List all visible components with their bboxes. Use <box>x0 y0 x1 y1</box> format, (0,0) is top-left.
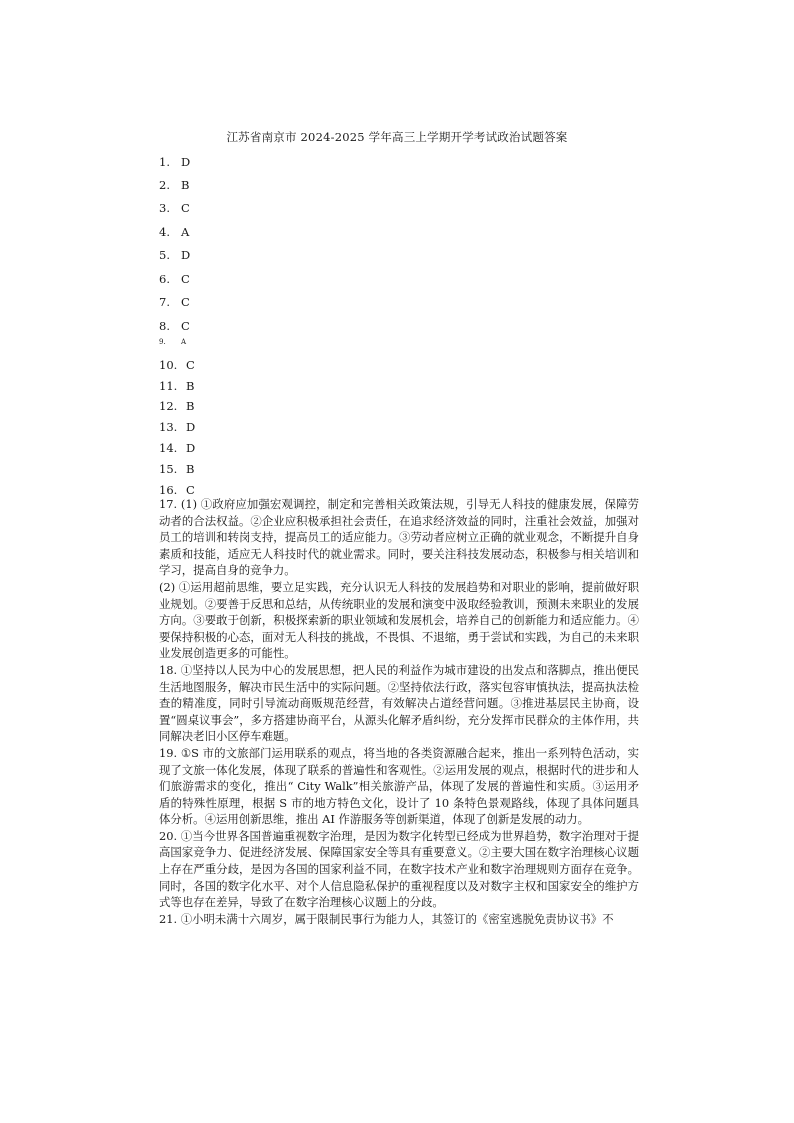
answer-line <box>159 248 190 262</box>
question-number: 15. <box>159 462 178 476</box>
question-number: 16. <box>159 483 178 497</box>
question-number: 11. <box>159 379 178 393</box>
answer-letter: C <box>186 358 195 372</box>
answer-letter: D <box>181 248 191 262</box>
answer-paragraph-20: 20. ①当今世界各国普遍重视数字治理，是因为数字化转型已经成为世界趋势，数字治理对于提高国家竞争力、促进经济发展、保障国家安全等具有重要意义。②主要大国在数字治理核心议题上存在严重分歧，是因为各国的国家利益不同，在数字技术产业和数字治理规则方面存在竞争。同时，各国的数字化水平、对个人信息隐私保护的重视程度以及对数字主权和国家安全的维护方式等也存在差异，导致了在数字治理核心议题上的分歧。 <box>159 828 639 910</box>
answer-letter: C <box>181 272 190 286</box>
answer-line <box>159 338 186 346</box>
answer-letter: B <box>186 379 195 393</box>
answer-paragraph-21: 21. ①小明未满十六周岁，属于限制民事行为能力人，其签订的《密室逃脱免责协议书》不 <box>159 911 614 926</box>
answer-letter: D <box>186 420 196 434</box>
answer-letter: C <box>186 483 195 497</box>
answer-paragraph-19: 19. ①S 市的文旅部门运用联系的观点，将当地的各类资源融合起来，推出一系列特色活动，实现了文旅一体化发展，体现了联系的普遍性和客观性。②运用发展的观点，根据时代的进步和人们旅游需求的变化，推出“ City Walk”相关旅游产品，体现了发展的普遍性和实质。③运用矛盾的特殊性原理，根据 S 市的地方特色文化，设计了 10 条特色景观路线，体现了具体问题具体分析。④运用创新思维，推出 AI 作游服务等创新渠道，体现了创新是发展的动力。 <box>159 745 639 827</box>
question-number: 3. <box>159 201 170 215</box>
answer-paragraph-17-2: (2) ①运用超前思维，要立足实践，充分认识无人科技的发展趋势和对职业的影响，提前做好职业规划。②要善于反思和总结，从传统职业的发展和演变中汲取经验教训，预测未来职业的发展方向。③要敢于创新，积极探索新的职业领域和发展机会，培养自己的创新能力和适应能力。④要保持积极的心态，面对无人科技的挑战，不畏惧、不退缩，勇于尝试和实践，为自己的未来职业发展创造更多的可能性。 <box>159 579 639 661</box>
question-number: 14. <box>159 441 178 455</box>
answer-letter: B <box>181 178 190 192</box>
answer-line <box>159 178 189 192</box>
question-number: 7. <box>159 295 170 309</box>
question-number: 1. <box>159 155 170 169</box>
answer-letter: D <box>181 155 191 169</box>
answer-letter: A <box>181 338 187 346</box>
answer-paragraph-18: 18. ①坚持以人民为中心的发展思想，把人民的利益作为城市建设的出发点和落脚点，推出便民生活地图服务，解决市民生活中的实际问题。②坚持依法行政，落实包容审慎执法，提高执法检查的精准度，同时引导流动商贩规范经营，有效解决占道经营问题。③推进基层民主协商，设置“圆桌议事会”，多方搭建协商平台，从源头化解矛盾纠纷，充分发挥市民群众的主体作用，共同解决老旧小区停车难题。 <box>159 662 639 744</box>
answer-line <box>159 201 190 215</box>
question-number: 9. <box>159 338 166 346</box>
answer-line <box>159 441 195 455</box>
answer-line <box>159 462 194 476</box>
answer-line <box>159 272 190 286</box>
question-number: 8. <box>159 319 170 333</box>
answer-line <box>159 483 195 497</box>
question-number: 4. <box>159 225 170 239</box>
question-number: 13. <box>159 420 178 434</box>
answer-line <box>159 358 195 372</box>
question-number: 5. <box>159 248 170 262</box>
answer-line <box>159 319 190 333</box>
answer-line <box>159 295 190 309</box>
question-number: 12. <box>159 399 178 413</box>
answer-letter: C <box>181 201 190 215</box>
answer-letter: B <box>186 399 195 413</box>
answer-line <box>159 420 195 434</box>
answer-line <box>159 155 190 169</box>
answer-letter: D <box>186 441 196 455</box>
page-title: 江苏省南京市 2024-2025 学年高三上学期开学考试政治试题答案 <box>226 130 568 144</box>
answer-body <box>159 496 639 927</box>
answer-letter: C <box>181 319 190 333</box>
answer-letter: B <box>186 462 195 476</box>
question-number: 2. <box>159 178 170 192</box>
answer-line <box>159 225 189 239</box>
answer-line <box>159 399 194 413</box>
question-number: 10. <box>159 358 178 372</box>
answer-letter: A <box>181 225 190 239</box>
question-number: 6. <box>159 272 170 286</box>
answer-letter: C <box>181 295 190 309</box>
answer-paragraph-17-1: 17. (1) ①政府应加强宏观调控，制定和完善相关政策法规，引导无人科技的健康发展，保障劳动者的合法权益。②企业应积极承担社会责任，在追求经济效益的同时，注重社会效益，加强对员工的培训和转岗支持，提高员工的适应能力。③劳动者应树立正确的就业观念，不断提升自身素质和技能，适应无人科技时代的就业需求。同时，要关注科技发展动态，积极参与相关培训和学习，提高自身的竞争力。 <box>159 497 639 578</box>
answer-line <box>159 379 194 393</box>
